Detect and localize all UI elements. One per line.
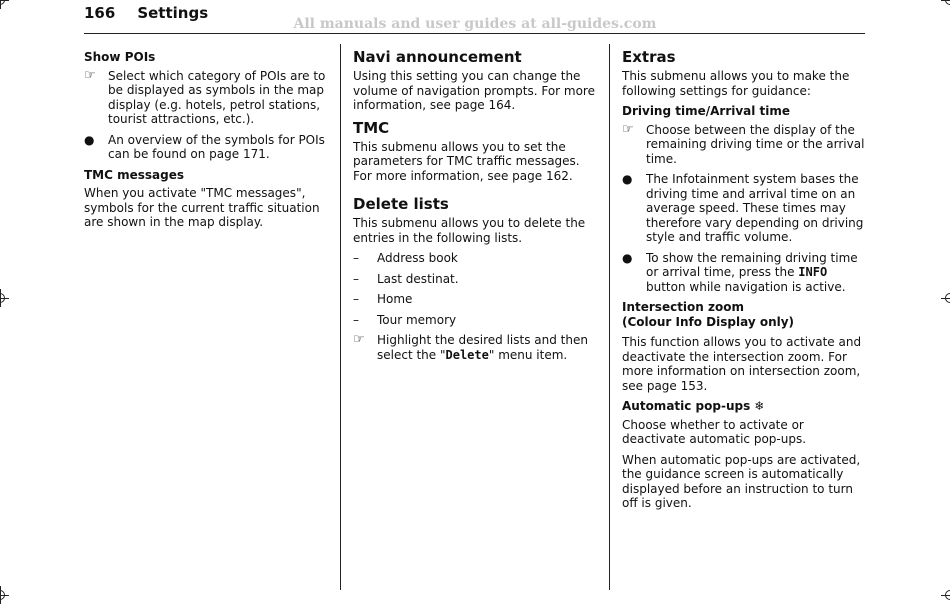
automatic-popups-text-1: Choose whether to activate or deactivate automatic pop-ups.	[622, 417, 807, 446]
intersection-zoom-heading: Intersection zoom (Colour Info Display only)	[622, 300, 795, 329]
registration-mark-icon	[0, 291, 7, 305]
column-3	[622, 48, 868, 517]
navi-announcement-heading: Navi announcement	[353, 48, 522, 66]
snowflake-icon: ❄	[754, 399, 765, 413]
extras-heading: Extras	[622, 48, 676, 66]
show-pois-note	[84, 133, 330, 162]
registration-mark-icon	[943, 588, 950, 602]
tmc-messages-text: When you activate "TMC messages", symbols for the current traffic situation are shown in the map display.	[84, 186, 320, 229]
show-pois-note-text: An overview of the symbols for POIs can be found on page 171.	[108, 132, 325, 161]
list-item: – Address book	[353, 251, 458, 265]
registration-mark-icon	[943, 0, 950, 7]
column-divider-1	[340, 44, 341, 590]
page-number: 166	[84, 4, 116, 22]
delete-lists-instruction: ☞ Highlight the desired lists and then select the "Delete" menu item.	[353, 332, 588, 362]
registration-mark-icon	[943, 291, 950, 305]
dash-icon: –	[353, 251, 359, 265]
list-item: – Last destinat.	[353, 271, 459, 286]
extras-text: This submenu allows you to make the following settings for guidance:	[622, 69, 850, 98]
tmc-messages-heading: TMC messages	[84, 167, 185, 182]
delete-key-label: Delete	[445, 347, 489, 362]
automatic-popups-text-2: When automatic pop-ups are activated, the guidance screen is automatically displayed before an instruction to turn off is given.	[622, 452, 861, 510]
list-item: – Home	[353, 292, 413, 306]
column-2	[353, 48, 601, 368]
delete-lists-items	[353, 251, 601, 327]
registration-mark-icon	[0, 588, 7, 602]
driving-time-instruction: ☞ Choose between the display of the remaining driving time or the arrival time.	[622, 121, 865, 166]
delete-lists-text: This submenu allows you to delete the entries in the following lists.	[353, 216, 586, 245]
navi-announcement-text: Using this setting you can change the volume of navigation prompts. For more information, see page 164.	[353, 69, 595, 112]
dash-icon: –	[353, 312, 359, 327]
driving-time-note-2: ● To show the remaining driving time or arrival time, press the INFO button while navigation is active.	[622, 250, 858, 294]
bullet-icon: ●	[622, 172, 633, 186]
hand-pointer-icon: ☞	[353, 332, 365, 347]
delete-lists-heading: Delete lists	[353, 195, 449, 213]
driving-time-heading: Driving time/Arrival time	[622, 104, 791, 118]
bullet-icon: ●	[84, 132, 95, 147]
bullet-icon: ●	[622, 250, 633, 265]
registration-mark-icon	[0, 0, 7, 7]
intersection-zoom-text: This function allows you to activate and deactivate the intersection zoom. For more information on intersection zoom, see page 153.	[622, 335, 862, 393]
header-rule	[84, 33, 865, 34]
hand-pointer-icon: ☞	[84, 67, 96, 83]
tmc-text: This submenu allows you to set the parameters for TMC traffic messages. For more information, see page 162.	[353, 139, 580, 183]
show-pois-instruction-text: Select which category of POIs are to be displayed as symbols in the map display (e.g. hotels, petrol stations, tourist attractions, etc.).	[108, 68, 326, 126]
automatic-popups-heading: Automatic pop-ups ❄	[622, 399, 765, 413]
driving-time-note-1: ● The Infotainment system bases the driving time and arrival time on an average speed. These times may therefore vary depending on driving style and traffic volume.	[622, 172, 864, 244]
column-1	[84, 48, 330, 236]
tmc-heading: TMC	[353, 118, 390, 137]
info-key-label: INFO	[798, 265, 828, 279]
dash-icon: –	[353, 292, 359, 306]
hand-pointer-icon: ☞	[622, 121, 634, 137]
column-divider-2	[609, 44, 610, 590]
show-pois-instruction	[84, 69, 330, 127]
dash-icon: –	[353, 271, 359, 286]
show-pois-heading: Show POIs	[84, 50, 156, 64]
list-item: – Tour memory	[353, 312, 457, 327]
section-title: Settings	[137, 4, 209, 22]
watermark: All manuals and user guides at all-guides.com	[293, 16, 657, 32]
